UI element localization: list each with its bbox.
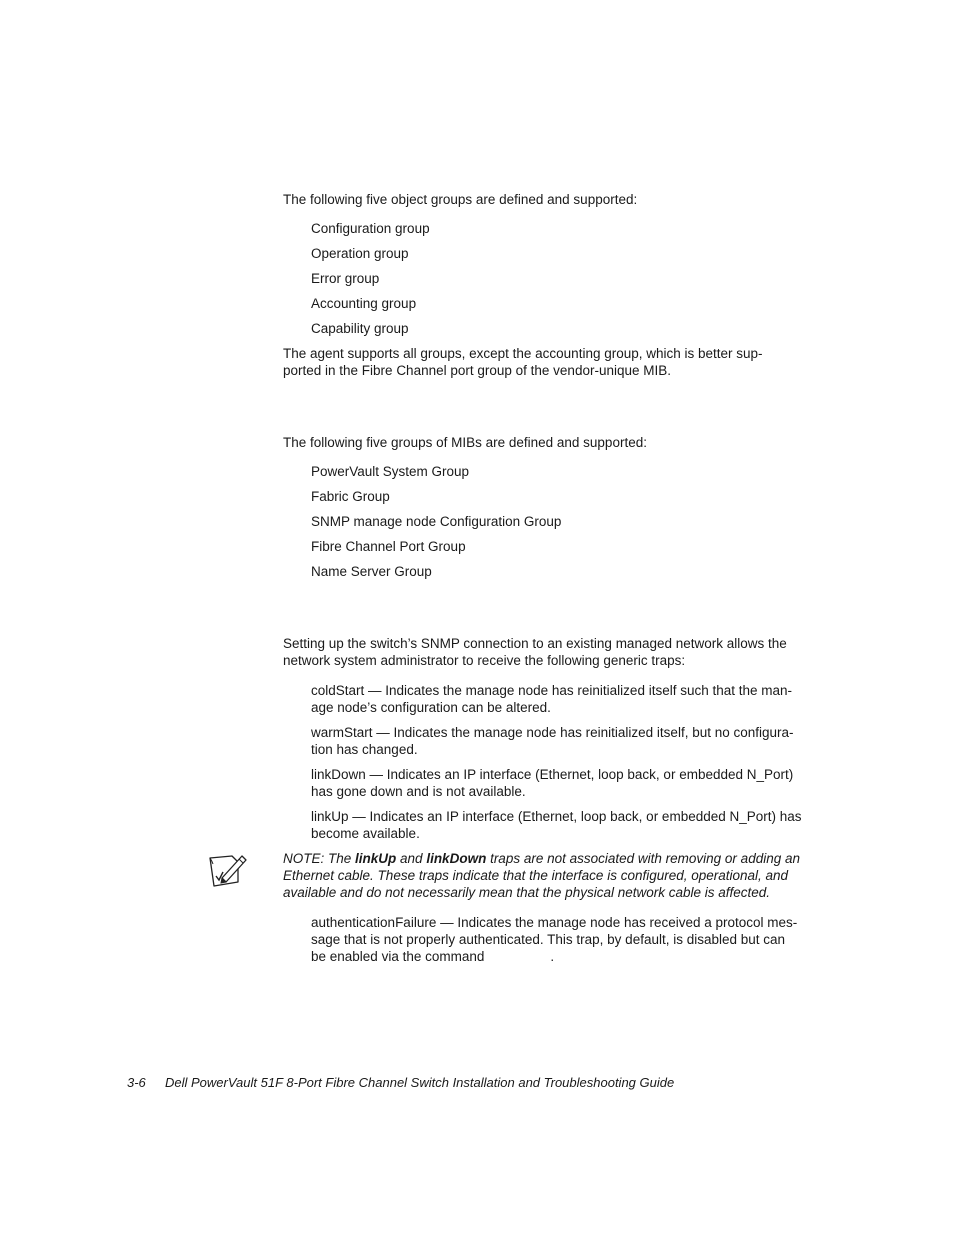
trap-item-authfailure [311, 914, 818, 965]
text-line: available and do not necessarily mean that the physical network cable is affected. [283, 885, 771, 900]
section1-intro: The following five object groups are defined and supported: [283, 192, 638, 207]
list-item: Accounting group [311, 296, 417, 311]
list-item: Operation group [311, 246, 409, 261]
page-footer [127, 1074, 674, 1091]
trap-item-coldstart [311, 682, 818, 716]
text-line: age node’s configuration can be altered. [311, 700, 551, 715]
text-line: authenticationFailure — Indicates the manage node has received a protocol mes- [311, 915, 798, 930]
text-line: Setting up the switch’s SNMP connection to an existing managed network allows the [283, 636, 787, 651]
text-line: Ethernet cable. These traps indicate that the interface is configured, operational, and [283, 868, 789, 883]
text-line: ported in the Fibre Channel port group of the vendor-unique MIB. [283, 363, 671, 378]
note-term-linkup: linkUp [355, 851, 397, 866]
text-line: linkDown — Indicates an IP interface (Ethernet, loop back, or embedded N_Port) [311, 767, 794, 782]
page-number: 3-6 [127, 1075, 146, 1090]
list-item: Fibre Channel Port Group [311, 539, 466, 554]
text-line: sage that is not properly authenticated. This trap, by default, is disabled but can [311, 932, 786, 947]
note-term-linkdown: linkDown [426, 851, 487, 866]
text-line: has gone down and is not available. [311, 784, 526, 799]
note-rest: traps are not associated with removing or adding an [486, 851, 800, 866]
text-line: become available. [311, 826, 420, 841]
note-prefix: NOTE: The [283, 851, 356, 866]
list-item: Capability group [311, 321, 409, 336]
list-item: PowerVault System Group [311, 464, 470, 479]
note-text [283, 850, 818, 901]
text-line: linkUp — Indicates an IP interface (Ethernet, loop back, or embedded N_Port) has [311, 809, 802, 824]
text-end: . [550, 949, 555, 964]
section3-intro [283, 635, 818, 669]
text-line: tion has changed. [311, 742, 418, 757]
text-line: coldStart — Indicates the manage node has reinitialized itself such that the man- [311, 683, 793, 698]
list-item: Error group [311, 271, 380, 286]
trap-item-linkup [311, 808, 818, 842]
note-pencil-icon [208, 852, 248, 888]
text-line: be enabled via the command [311, 949, 485, 964]
list-item: Configuration group [311, 221, 430, 236]
section2-intro: The following five groups of MIBs are defined and supported: [283, 435, 647, 450]
text-line: The agent supports all groups, except the accounting group, which is better sup- [283, 346, 763, 361]
text-line: warmStart — Indicates the manage node has reinitialized itself, but no configura- [311, 725, 794, 740]
trap-item-linkdown [311, 766, 818, 800]
footer-title: Dell PowerVault 51F 8-Port Fibre Channel Switch Installation and Troubleshooting Guide [165, 1075, 675, 1090]
text-line: network system administrator to receive the following generic traps: [283, 653, 686, 668]
list-item: Fabric Group [311, 489, 390, 504]
section1-paragraph [283, 345, 818, 379]
list-item: SNMP manage node Configuration Group [311, 514, 562, 529]
list-item: Name Server Group [311, 564, 432, 579]
note-mid: and [396, 851, 427, 866]
trap-item-warmstart [311, 724, 818, 758]
